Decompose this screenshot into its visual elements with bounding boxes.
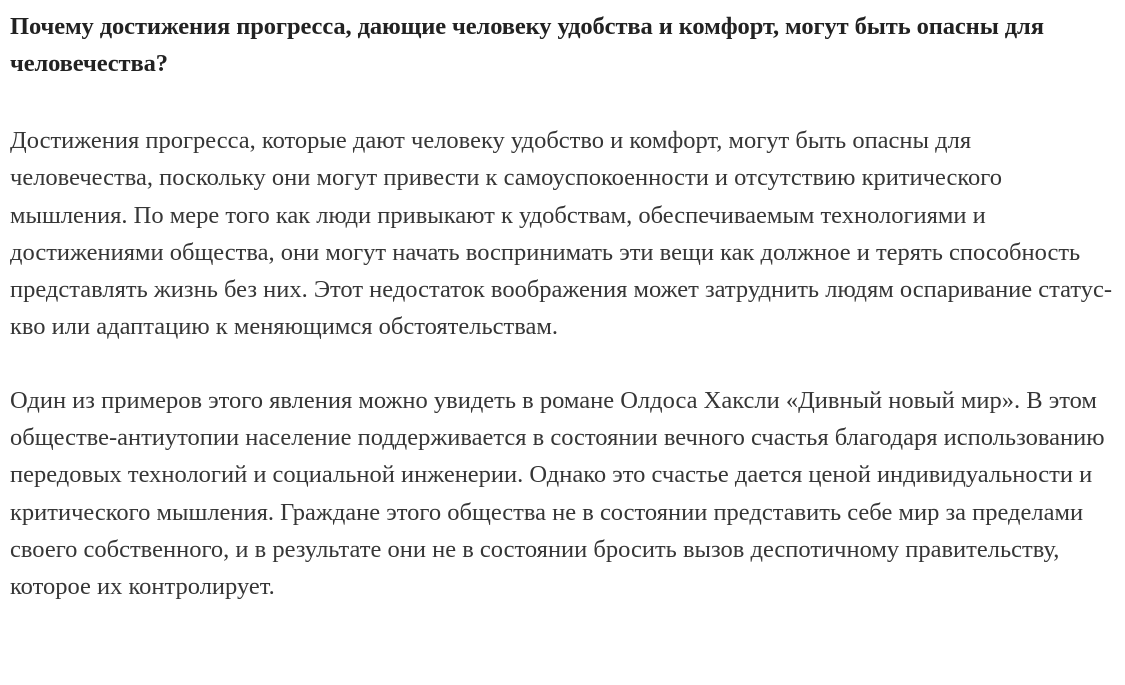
question-heading: Почему достижения прогресса, дающие человеку удобства и комфорт, могут быть опасны для человечества? [10, 13, 1044, 77]
answer-paragraph-1: Достижения прогресса, которые дают человеку удобство и комфорт, могут быть опасны для человечества, поскольку они могут привести к самоуспокоенности и отсутствию критического мышления. По мере того как люди привыкают к удобствам, обеспечиваемым технологиями и достижениями общества, они могут начать воспринимать эти вещи как должное и терять способность представлять жизнь без них. Этот недостаток воображения может затруднить людям оспаривание статус-кво или адаптацию к меняющимся обстоятельствам. [10, 127, 1113, 341]
answer-paragraph-2: Один из примеров этого явления можно увидеть в романе Олдоса Хаксли «Дивный новый мир». В этом обществе-антиутопии население поддерживается в состоянии вечного счастья благодаря использованию передовых технологий и социальной инженерии. Однако это счастье дается ценой индивидуальности и критического мышления. Граждане этого общества не в состоянии представить себе мир за пределами своего собственного, и в результате они не в состоянии бросить вызов деспотичному правительству, которое их контролирует. [10, 386, 1105, 601]
